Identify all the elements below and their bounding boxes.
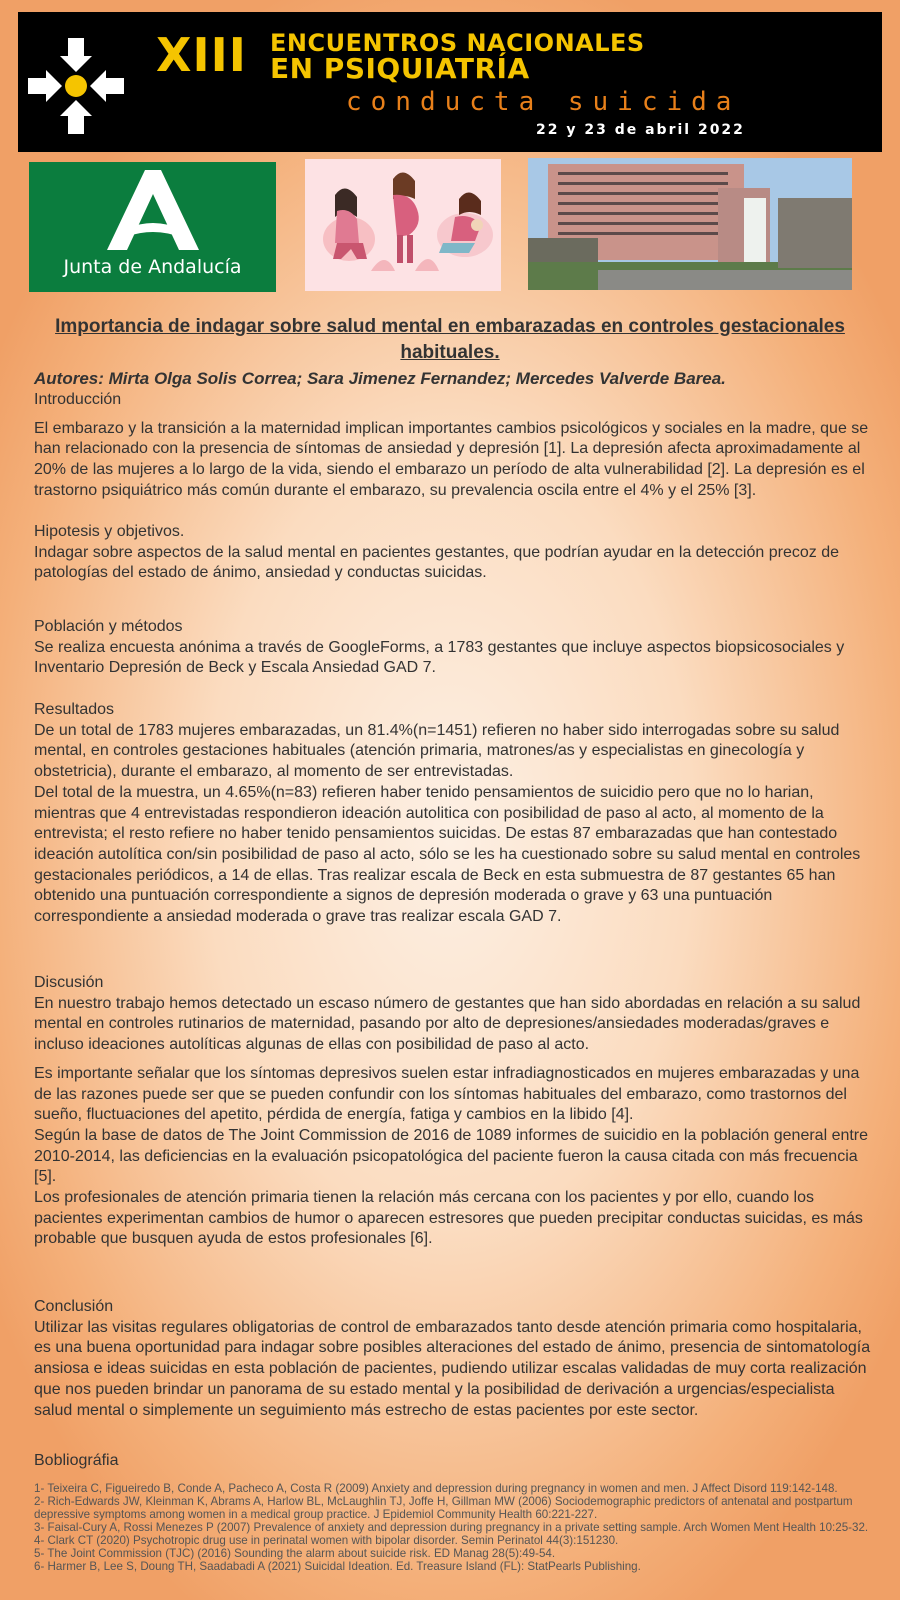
section-discusion (34, 973, 876, 1250)
woman-sitting-icon (323, 188, 375, 261)
conclusion-heading: Conclusión (34, 1298, 114, 1315)
poster-authors: Autores: Mirta Olga Solis Correa; Sara Jimenez Fernandez; Mercedes Valverde Barea. (34, 369, 726, 388)
hipotesis-text: Indagar sobre aspectos de la salud mental en pacientes gestantes, que podrían ayudar en la detección precoz de patologías del estado de ánimo, ansiedad y conductas suicidas. (34, 543, 839, 582)
junta-andalucia-logo (29, 162, 276, 292)
bibliografia-heading: Bobliográfia (34, 1452, 119, 1469)
discusion-heading: Discusión (34, 974, 104, 991)
poblacion-text: Se realiza encuesta anónima a través de GoogleForms, a 1783 gestantes que incluye aspectos biopsicosociales y Inventario Depresión de Beck y Escala Ansiedad GAD 7. (34, 638, 845, 677)
woman-standing-icon (371, 172, 439, 271)
reference-item: 6- Harmer B, Lee S, Doung TH, Saadabadi A (2021) Suicidal Ideation. Ed. Treasure Island (FL): StatPearls Publishing. (34, 1560, 641, 1573)
woman-with-baby-icon (437, 192, 493, 257)
banner-date: 22 y 23 de abril 2022 (536, 122, 745, 138)
section-hipotesis (34, 522, 876, 584)
resultados-p2: Del total de la muestra, un 4.65%(n=83) refieren haber tenido pensamientos de suicidio pero que no lo harian, mientras que 4 entrevistadas respondieron ideación autolitica con posibilidad de paso al acto, al momento de la entrevista; el resto refiere no haber tenido pensamientos suicidas. De estas 87 embarazadas que han contestado ideación autolítica con/sin posibilidad de paso al acto, sólo se les ha cuestionado sobre su salud mental en controles gestacionales periódicos, a 14 de ellas. Tras realizar escala de Beck en esta submuestra de 87 gestantes 65 han obtenido una puntuación correspondiente a signos de depresión moderada o grave y 63 una puntuación correspondiente a ansiedad moderada o grave tras realizar escala GAD 7. (34, 783, 861, 926)
reference-item: 4- Clark CT (2020) Psychotropic drug use in perinatal women with bipolar disorder. Semin Perinatol 44(3):151230. (34, 1534, 619, 1547)
banner-topic: conducta suicida (346, 87, 741, 117)
discusion-p2: Es importante señalar que los síntomas depresivos suelen estar infradiagnosticados en mujeres embarazadas y una de las razones puede ser que se pueden confundir con los síntomas habituales del embarazo, como trastornos del sueño, fluctuaciones del apetito, pérdida de energía, fatiga y cambios en la libido [4]. (34, 1064, 860, 1124)
hospital-photo (528, 158, 852, 290)
resultados-heading: Resultados (34, 701, 115, 718)
hipotesis-heading: Hipotesis y objetivos. (34, 523, 185, 540)
pregnant-women-illustration (305, 159, 501, 291)
discusion-p3: Según la base de datos de The Joint Commission de 2016 de 1089 informes de suicidio en la población general entre 2010-2014, las deficiencias en la evaluación psicopatológica del paciente fueron la causa citada con más frecuencia [5]. (34, 1126, 869, 1186)
section-resultados (34, 700, 876, 928)
section-poblacion (34, 617, 876, 679)
reference-list (34, 1482, 874, 1573)
introduccion-heading: Introducción (34, 391, 122, 408)
conference-logo-icon (22, 32, 130, 140)
discusion-p1: En nuestro trabajo hemos detectado un escaso número de gestantes que han sido abordadas en relación a su salud mental en controles rutinarios de maternidad, pasando por alto de depresiones/ansiedades moderadas/graves e incluso ideaciones autolíticas algunas de ellas con posibilidad de paso al acto. (34, 994, 861, 1054)
reference-item: 3- Faisal-Cury A, Rossi Menezes P (2007) Prevalence of anxiety and depression during pregnancy in a private setting sample. Arch Women Ment Health 10:25-32. (34, 1521, 869, 1534)
section-introduccion (34, 390, 876, 502)
conclusion-text: Utilizar las visitas regulares obligatorias de control de embarazados tanto desde atención primaria como hospitalaria, es una buena oportunidad para indagar sobre posibles alteraciones del estado de ánimo, presencia de sintomatología ansiosa e ideas suicidas en esta población de pacientes, pudiendo utilizar escalas validadas de muy corta realización que nos pueden brindar un panorama de su estado mental y la posibilidad de derivación a urgencias/especialista salud mental o simplemente un seguimiento más estrecho de estas pacientes por este sector. (34, 1318, 871, 1419)
resultados-p1: De un total de 1783 mujeres embarazadas, un 81.4%(n=1451) refieren no haber sido interrogadas sobre su salud mental, en controles gestaciones habituales (atención primaria, matrones/as y especialistas en ginecología y obstetricia), durante el embarazo, al momento de ser entrevistadas. (34, 721, 840, 781)
introduccion-text: El embarazo y la transición a la maternidad implican importantes cambios psicológicos y sociales en la madre, que se han relacionado con la presencia de síntomas de ansiedad y depresión [1]. La depresión afecta aproximadamente al 20% de las mujeres a lo largo de la vida, siendo el embarazo un período de alta vulnerabilidad [2]. La depresión es el trastorno psiquiátrico más común durante el embarazo, su prevalencia oscila entre el 4% y el 25% [3]. (34, 419, 869, 499)
poblacion-heading: Población y métodos (34, 618, 183, 635)
conference-banner (18, 12, 882, 152)
banner-title-line1: ENCUENTROS NACIONALES (270, 29, 645, 57)
banner-edition-number: XIII (156, 28, 247, 82)
reference-item: 2- Rich-Edwards JW, Kleinman K, Abrams A, Harlow BL, McLaughlin TJ, Joffe H, Gillman MW (2006) Sociodemographic predictors of antenatal and postpartum depressive symptoms among women in a medical group practice. J Epidemiol Community Health 60:221-227. (34, 1495, 853, 1521)
reference-item: 1- Teixeira C, Figueiredo B, Conde A, Pacheco A, Costa R (2009) Anxiety and depression during pregnancy in women and men. J Affect Disord 119:142-148. (34, 1482, 838, 1495)
section-conclusion (34, 1297, 876, 1421)
banner-title-line2: EN PSIQUIATRÍA (270, 52, 530, 85)
junta-logo-text: Junta de Andalucía (63, 256, 242, 278)
discusion-p4: Los profesionales de atención primaria tienen la relación más cercana con los pacientes y por ello, cuando los pacientes experimentan cambios de humor o aparecen estresores que pueden precipitar conductas suicidas, es más probable que busquen ayuda de estos profesionales [6]. (34, 1189, 863, 1248)
junta-a-icon (103, 170, 203, 252)
poster-title: Importancia de indagar sobre salud mental en embarazadas en controles gestacionales habituales. (55, 316, 845, 363)
reference-item: 5- The Joint Commission (TJC) (2016) Sounding the alarm about suicide risk. ED Manag 28(5):49-54. (34, 1547, 556, 1560)
